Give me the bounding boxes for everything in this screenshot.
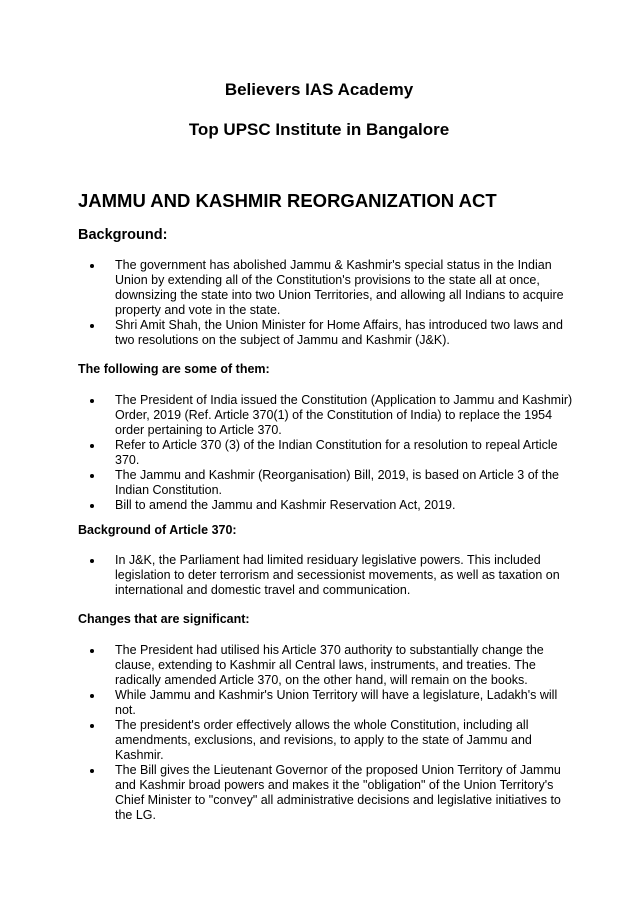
list-item: In J&K, the Parliament had limited residuary legislative powers. This included legislation to deter terrorism and secessionist movements, as well as taxation on international and domestic travel and communication. (78, 553, 578, 598)
list-item: The Jammu and Kashmir (Reorganisation) Bill, 2019, is based on Article 3 of the Indian Constitution. (78, 468, 578, 498)
changes-list (78, 643, 578, 823)
background-list (78, 258, 578, 348)
list-item: The President had utilised his Article 370 authority to substantially change the clause, extending to Kashmir all Central laws, instruments, and treaties. The radically amended Article 370, on the other hand, will remain on the books. (78, 643, 578, 688)
list-item: The government has abolished Jammu & Kashmir's special status in the Indian Union by extending all of the Constitution's provisions to the state all at once, downsizing the state into two Union Territories, and allowing all Indians to acquire property and vote in the state. (78, 258, 578, 318)
list-item: The president's order effectively allows the whole Constitution, including all amendments, exclusions, and revisions, to apply to the state of Jammu and Kashmir. (78, 718, 578, 763)
changes-heading: Changes that are significant: (78, 612, 250, 626)
background-heading: Background: (78, 227, 168, 243)
list-item: The Bill gives the Lieutenant Governor of the proposed Union Territory of Jammu and Kashmir broad powers and makes it the "obligation" of the Union Territory's Chief Minister to "convey" all administrative decisions and legislative initiatives to the LG. (78, 763, 578, 823)
document-title: JAMMU AND KASHMIR REORGANIZATION ACT (78, 190, 497, 211)
following-list (78, 393, 578, 513)
list-item: While Jammu and Kashmir's Union Territory will have a legislature, Ladakh's will not. (78, 688, 578, 718)
following-heading: The following are some of them: (78, 362, 270, 376)
list-item: Bill to amend the Jammu and Kashmir Reservation Act, 2019. (78, 498, 578, 513)
institute-tagline: Top UPSC Institute in Bangalore (188, 120, 450, 139)
list-item: Shri Amit Shah, the Union Minister for Home Affairs, has introduced two laws and two resolutions on the subject of Jammu and Kashmir (J&K). (78, 318, 578, 348)
article-370-heading: Background of Article 370: (78, 523, 237, 537)
institute-name: Believers IAS Academy (224, 80, 414, 99)
list-item: The President of India issued the Constitution (Application to Jammu and Kashmir) Order, 2019 (Ref. Article 370(1) of the Constitution of India) to replace the 1954 order pertaining to Article 370. (78, 393, 578, 438)
article-370-list (78, 553, 578, 598)
list-item: Refer to Article 370 (3) of the Indian Constitution for a resolution to repeal Article 370. (78, 438, 578, 468)
